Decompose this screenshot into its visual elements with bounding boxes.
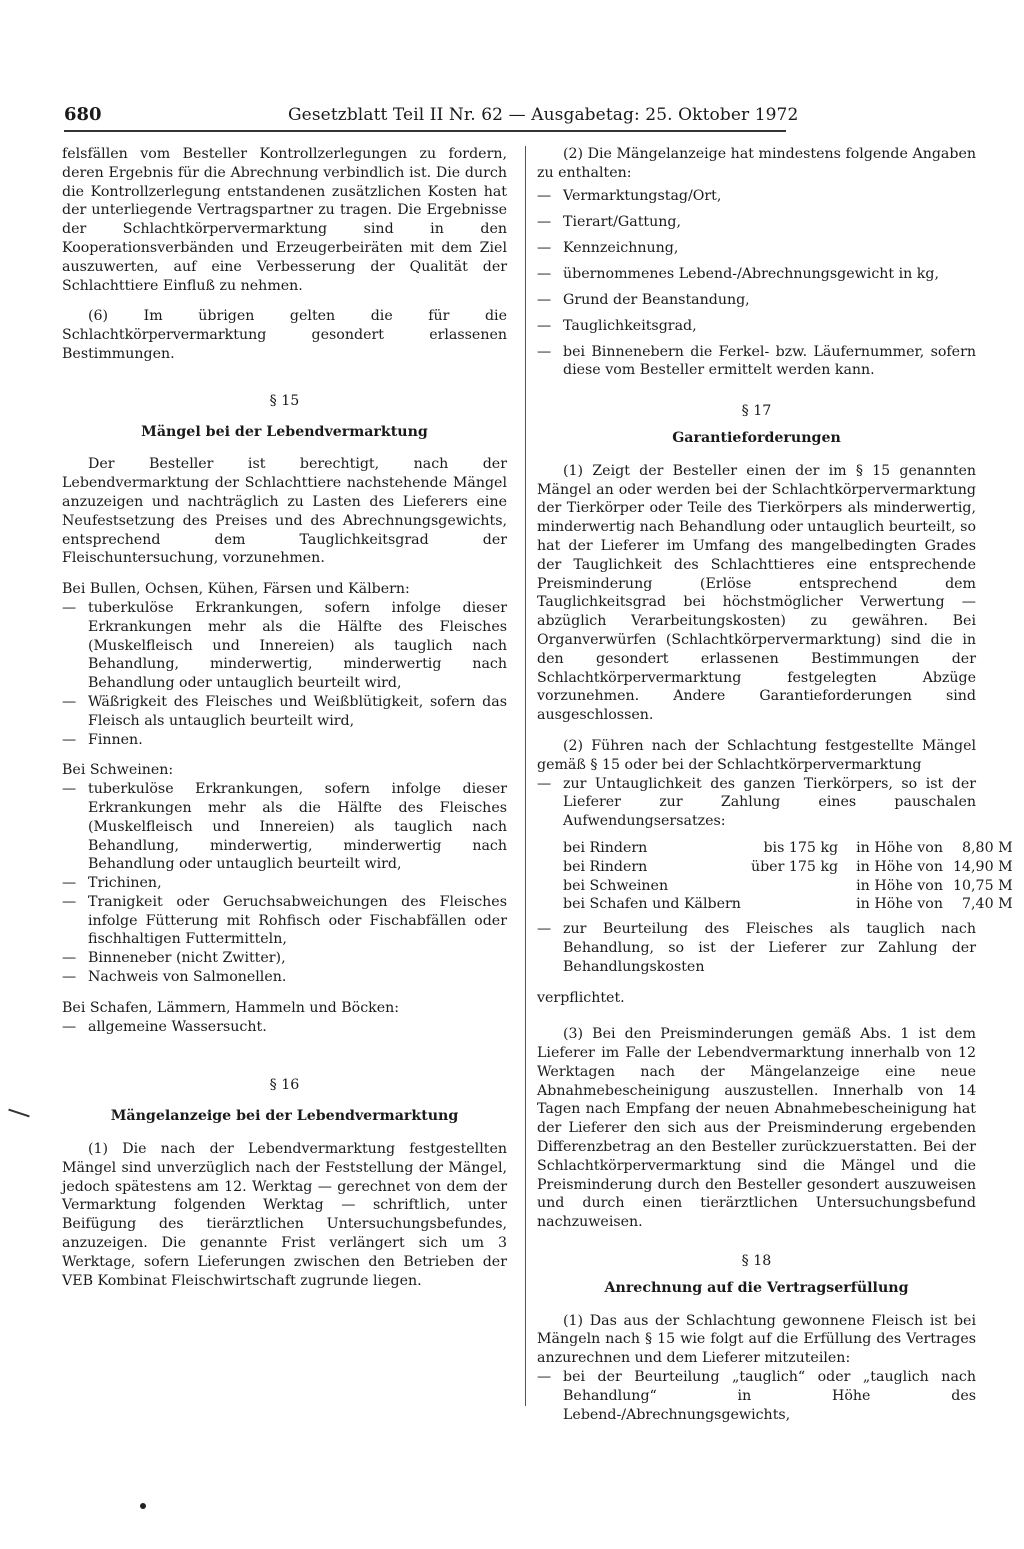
list-intro: Bei Schweinen:: [62, 762, 174, 779]
list-item: — bei Binnenebern die Ferkel- bzw. Läufernummer, sofern diese vom Besteller ermittelt werden kann.: [537, 343, 976, 381]
table-row: [563, 895, 1013, 914]
section-title: Anrechnung auf die Vertragserfüllung: [604, 1279, 909, 1296]
paragraph: (2) Führen nach der Schlachtung festgestellte Mängel gemäß § 15 oder bei der Schlachtkörpervermarktung: [537, 737, 976, 773]
table-cell-label: in Höhe von: [856, 877, 943, 894]
table-row: [563, 839, 1013, 858]
compensation-table: [563, 839, 1013, 914]
section-number: § 18: [741, 1253, 772, 1270]
paragraph: (3) Bei den Preisminderungen gemäß Abs. 1 ist dem Lieferer im Falle der Lebendvermarktung innerhalb von 12 Werktagen nach der Mängelanzeige eine neue Abnahmebescheinigung auszustellen. Innerhalb von 14 Tagen nach Empfang der neuen Abnahmebescheinigung hat der Lieferer den sich aus der Preisminderung ergebenden Differenzbetrag an den Besteller zurückzuerstatten. Bei der Schlachtkörpervermarktung sind die Mängel und die Preisminderung durch den Besteller gesondert auszuweisen und durch einen tierärztlichen Untersuchungsbefund nachzuweisen.: [537, 1026, 976, 1231]
page-number: 680: [64, 104, 102, 125]
table-cell-amount: 8,80 M: [962, 839, 1013, 856]
notice-content-list: [537, 183, 976, 381]
list-item: — Binneneber (nicht Zwitter),: [62, 949, 507, 968]
list-item: — Grund der Beanstandung,: [537, 287, 976, 313]
list-item: — tuberkulöse Erkrankungen, sofern infolge dieser Erkrankungen mehr als die Hälfte des Fleisches (Muskelfleisch und Innereien) als tauglich nach Behandlung, minderwertig, minderwertig nach Behandlung oder untauglich beurteilt wird,: [62, 599, 507, 693]
section-title: Mängel bei der Lebendvermarktung: [141, 423, 428, 440]
list-item: — übernommenes Lebend-/Abrechnungsgewicht in kg,: [537, 261, 976, 287]
list-item: — bei der Beurteilung „tauglich“ oder „tauglich nach Behandlung“ in Höhe des Lebend-/Abrechnungsgewichts,: [537, 1368, 976, 1424]
paragraph: (1) Das aus der Schlachtung gewonnene Fleisch ist bei Mängeln nach § 15 wie folgt auf die Erfüllung des Vertrages anzurechnen und dem Lieferer mitzuteilen:: [537, 1312, 976, 1367]
list-item: — tuberkulöse Erkrankungen, sofern infolge dieser Erkrankungen mehr als die Hälfte des Fleisches (Muskelfleisch und Innereien) als tauglich nach Behandlung, minderwertig, minderwertig nach Behandlung oder untauglich beurteilt wird,: [62, 780, 507, 874]
paragraph: (2) Die Mängelanzeige hat mindestens folgende Angaben zu enthalten:: [537, 146, 976, 181]
table-cell-animal: bei Rindern: [563, 858, 648, 875]
table-cell-amount: 7,40 M: [962, 896, 1013, 913]
paragraph: felsfällen vom Besteller Kontrollzerlegungen zu fordern, deren Ergebnis für die Abrechnung verbindlich ist. Die durch die Kontrollzerlegung entstandenen zusätzlichen Kosten hat der unterliegende Vertragspartner zu tragen. Die Ergebnisse der Schlachtkörpervermarktung sind in den Kooperationsverbänden und Erzeugerbeiräten mit dem Ziel auszuwerten, auf eine Verbesserung der Qualität der Schlachttiere Einfluß zu nehmen.: [62, 146, 507, 294]
table-cell-amount: 14,90 M: [952, 858, 1013, 875]
guarantee-list: [537, 775, 976, 831]
section-number: § 16: [269, 1077, 300, 1094]
list-item: — Trichinen,: [62, 874, 507, 893]
table-cell-label: in Höhe von: [856, 858, 943, 875]
list-item: — Wäßrigkeit des Fleisches und Weißblütigkeit, sofern das Fleisch als untauglich beurteilt wird,: [62, 693, 507, 731]
list-item: — allgemeine Wassersucht.: [62, 1018, 507, 1037]
section-number: § 17: [741, 403, 772, 420]
guarantee-list: [537, 920, 976, 976]
paragraph: (6) Im übrigen gelten die für die Schlachtkörpervermarktung gesondert erlassenen Bestimmungen.: [62, 308, 507, 362]
table-cell-weight: [751, 895, 856, 914]
list-item: — Tierart/Gattung,: [537, 209, 976, 235]
column-divider: [525, 146, 526, 1406]
paragraph: (1) Die nach der Lebendvermarktung festgestellten Mängel sind unverzüglich nach der Feststellung der Mängel, jedoch spätestens am 12. Werktag — gerechnet von dem der Vermarktung folgenden Werktag — schriftlich, unter Beifügung des tierärztlichen Untersuchungsbefundes, anzuzeigen. Die genannte Frist verlängert sich um 3 Werktage, sofern Lieferungen zwischen den Betrieben der VEB Kombinat Fleischwirtschaft zugrunde liegen.: [62, 1141, 507, 1289]
table-cell-animal: bei Schafen und Kälbern: [563, 896, 741, 913]
print-speck: [140, 1503, 146, 1509]
paragraph: (1) Zeigt der Besteller einen der im § 15 genannten Mängel an oder werden bei der Schlachtkörpervermarktung der Tierkörper oder Teile des Tierkörpers als minderwertig, minderwertig nach Behandlung oder untauglich beurteilt, so hat der Lieferer im Umfang des mangelbedingten Grades der Tauglichkeit des Schlachttieres eine entsprechende Preisminderung (Erlöse entsprechend dem Tauglichkeitsgrad bei höchstmöglicher Verwertung — abzüglich Verarbeitungskosten) zu gewähren. Bei Organverwürfen (Schlachtkörpervermarktung) sind die in den gesondert erlassenen Bestimmungen der Schlachtkörpervermarktung festgelegten Abzüge vorzunehmen. Andere Garantieforderungen sind ausgeschlossen.: [537, 462, 976, 724]
list-item: — Vermarktungstag/Ort,: [537, 183, 976, 209]
left-column: [62, 145, 507, 1290]
crediting-list: [537, 1368, 976, 1424]
list-item: — zur Untauglichkeit des ganzen Tierkörpers, so ist der Lieferer zur Zahlung eines pauschalen Aufwendungsersatzes:: [537, 775, 976, 831]
table-cell-label: in Höhe von: [856, 896, 943, 913]
table-cell-weight: bis 175 kg: [763, 839, 839, 856]
table-cell-amount: 10,75 M: [952, 877, 1013, 894]
list-intro: Bei Schafen, Lämmern, Hammeln und Böcken:: [62, 999, 400, 1016]
table-cell-animal: bei Schweinen: [563, 877, 669, 894]
list-item: — Kennzeichnung,: [537, 235, 976, 261]
list-intro: Bei Bullen, Ochsen, Kühen, Färsen und Kälbern:: [62, 581, 410, 598]
paragraph: verpflichtet.: [537, 989, 625, 1006]
defect-list-sheep: [62, 1018, 507, 1037]
table-cell-weight: [751, 877, 856, 896]
section-title: Mängelanzeige bei der Lebendvermarktung: [110, 1108, 459, 1125]
table-cell-weight: über 175 kg: [750, 858, 839, 875]
table-row: [563, 858, 1013, 877]
list-item: — Finnen.: [62, 731, 507, 750]
header-rule: [64, 130, 786, 132]
right-column: [537, 145, 1013, 1424]
table-cell-label: in Höhe von: [856, 839, 943, 856]
defect-list-pigs: [62, 780, 507, 987]
section-number: § 15: [269, 392, 300, 409]
margin-mark: [8, 1109, 30, 1118]
table-cell-animal: bei Rindern: [563, 839, 648, 856]
list-item: — Nachweis von Salmonellen.: [62, 968, 507, 987]
paragraph: Der Besteller ist berechtigt, nach der Lebendvermarktung der Schlachttiere nachstehende Mängel anzuzeigen und nachträglich zu Lasten des Lieferers eine Neufestsetzung des Preises und des Abrechnungsgewichts, entsprechend dem Tauglichkeitsgrad der Fleischuntersuchung, vorzunehmen.: [62, 456, 507, 567]
defect-list-cattle: [62, 599, 507, 749]
list-item: — Tranigkeit oder Geruchsabweichungen des Fleisches infolge Fütterung mit Rohfisch oder Fischabfällen oder fischhaltigen Futtermitteln,: [62, 893, 507, 949]
section-title: Garantieforderungen: [672, 429, 841, 446]
list-item: — zur Beurteilung des Fleisches als tauglich nach Behandlung, so ist der Lieferer zur Zahlung der Behandlungskosten: [537, 920, 976, 976]
header-title: Gesetzblatt Teil II Nr. 62 — Ausgabetag: 25. Oktober 1972: [288, 105, 799, 125]
table-row: [563, 877, 1013, 896]
list-item: — Tauglichkeitsgrad,: [537, 313, 976, 339]
